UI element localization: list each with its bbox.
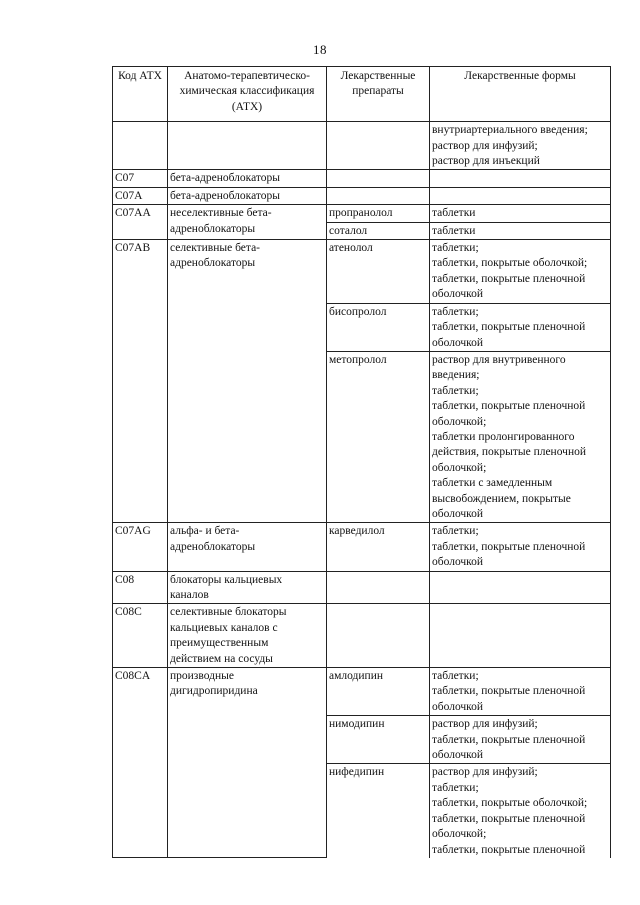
table-row [113,205,611,222]
cell-drug: нифедипин [327,764,430,858]
cell-atc-code: C08 [113,571,168,604]
cell-drug: амлодипин [327,668,430,716]
cell-drug [327,604,430,668]
cell-drug: пропранолол [327,205,430,222]
atc-drug-table [112,66,611,858]
cell-classification: производные дигидропиридина [168,668,327,858]
cell-dosage-forms [430,571,611,604]
cell-atc-code: C07AB [113,240,168,523]
cell-dosage-forms: раствор для инфузий; таблетки, покрытые пленочной оболочкой [430,716,611,764]
header-drugs: Лекарственные препараты [327,67,430,122]
header-dosage-forms: Лекарственные формы [430,67,611,122]
cell-drug: бисопролол [327,303,430,351]
cell-drug [327,571,430,604]
cell-dosage-forms: таблетки; таблетки, покрытые пленочной оболочкой [430,523,611,571]
cell-atc-code: C07AG [113,523,168,571]
cell-classification: неселективные бета- адреноблокаторы [168,205,327,240]
cell-drug: метопролол [327,351,430,522]
cell-drug: карведилол [327,523,430,571]
page-number: 18 [313,42,327,57]
cell-drug: атенолол [327,240,430,304]
cell-classification: селективные блокаторы кальциевых каналов с преимущественным действием на сосуды [168,604,327,668]
cell-classification: альфа- и бета- адреноблокаторы [168,523,327,571]
cell-dosage-forms: раствор для внутривенного введения; таблетки; таблетки, покрытые пленочной оболочкой; таблетки пролонгированного действия, покрытые пленочной оболочкой; таблетки с замедленным высвобождением, покрытые оболочкой [430,351,611,522]
cell-atc-code [113,122,168,170]
cell-atc-code: C07A [113,187,168,204]
cell-atc-code: C08C [113,604,168,668]
cell-dosage-forms: таблетки [430,205,611,222]
cell-classification: блокаторы кальциевых каналов [168,571,327,604]
table-row [113,187,611,204]
cell-dosage-forms [430,170,611,187]
table-row [113,122,611,170]
cell-dosage-forms: таблетки; таблетки, покрытые пленочной оболочкой [430,668,611,716]
cell-classification: бета-адреноблокаторы [168,187,327,204]
cell-drug: соталол [327,222,430,239]
cell-drug [327,187,430,204]
cell-drug [327,122,430,170]
table-row [113,571,611,604]
header-atc-code: Код АТХ [113,67,168,122]
cell-classification: селективные бета- адреноблокаторы [168,240,327,523]
cell-classification: бета-адреноблокаторы [168,170,327,187]
cell-atc-code: C07 [113,170,168,187]
table-header-row [113,67,611,122]
cell-dosage-forms [430,187,611,204]
cell-dosage-forms: таблетки; таблетки, покрытые оболочкой; таблетки, покрытые пленочной оболочкой [430,240,611,304]
table-row [113,523,611,571]
cell-dosage-forms: таблетки [430,222,611,239]
table-row [113,668,611,716]
cell-dosage-forms: таблетки; таблетки, покрытые пленочной оболочкой [430,303,611,351]
cell-atc-code: C08CA [113,668,168,858]
header-atc-classification: Анатомо-терапевтическо-химическая классификация (АТХ) [168,67,327,122]
table-row [113,170,611,187]
cell-classification [168,122,327,170]
table-row [113,240,611,304]
cell-drug [327,170,430,187]
table-row [113,604,611,668]
cell-drug: нимодипин [327,716,430,764]
cell-dosage-forms: внутриартериального введения; раствор для инфузий; раствор для инъекций [430,122,611,170]
cell-dosage-forms [430,604,611,668]
cell-dosage-forms: раствор для инфузий; таблетки; таблетки, покрытые оболочкой; таблетки, покрытые пленочной оболочкой; таблетки, покрытые пленочной [430,764,611,858]
cell-atc-code: C07AA [113,205,168,240]
